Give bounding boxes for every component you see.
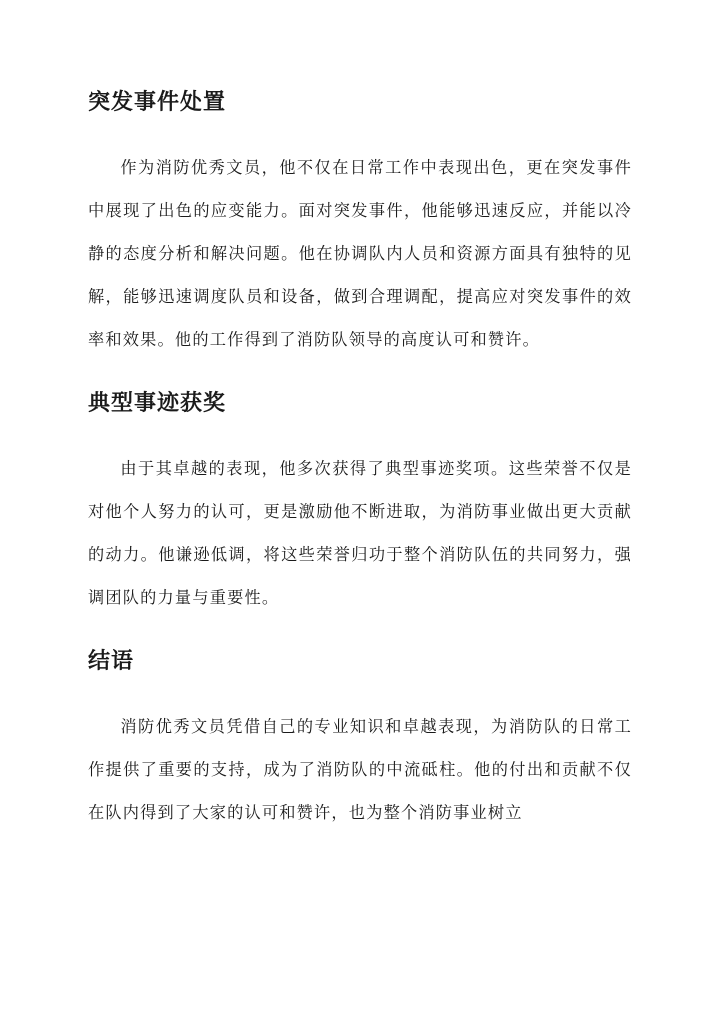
- section-heading-awards: 典型事迹获奖: [88, 390, 227, 416]
- section-heading-conclusion: 结语: [88, 648, 135, 674]
- section-heading-emergency-handling: 突发事件处置: [88, 89, 227, 115]
- section-paragraph-awards: 由于其卓越的表现，他多次获得了典型事迹奖项。这些荣誉不仅是对他个人努力的认可，更是激励他不断进取，为消防事业做出更大贡献的动力。他谦逊低调，将这些荣誉归功于整个消防队伍的共同努力，强调团队的力量与重要性。: [88, 459, 632, 607]
- section-paragraph-conclusion: 消防优秀文员凭借自己的专业知识和卓越表现，为消防队的日常工作提供了重要的支持，成为了消防队的中流砥柱。他的付出和贡献不仅在队内得到了大家的认可和赞许，也为整个消防事业树立: [88, 717, 632, 822]
- section-paragraph-emergency-handling: 作为消防优秀文员，他不仅在日常工作中表现出色，更在突发事件中展现了出色的应变能力。面对突发事件，他能够迅速反应，并能以冷静的态度分析和解决问题。他在协调队内人员和资源方面具有独特的见解，能够迅速调度队员和设备，做到合理调配，提高应对突发事件的效率和效果。他的工作得到了消防队领导的高度认可和赞许。: [88, 158, 632, 349]
- document-page: [88, 86, 632, 834]
